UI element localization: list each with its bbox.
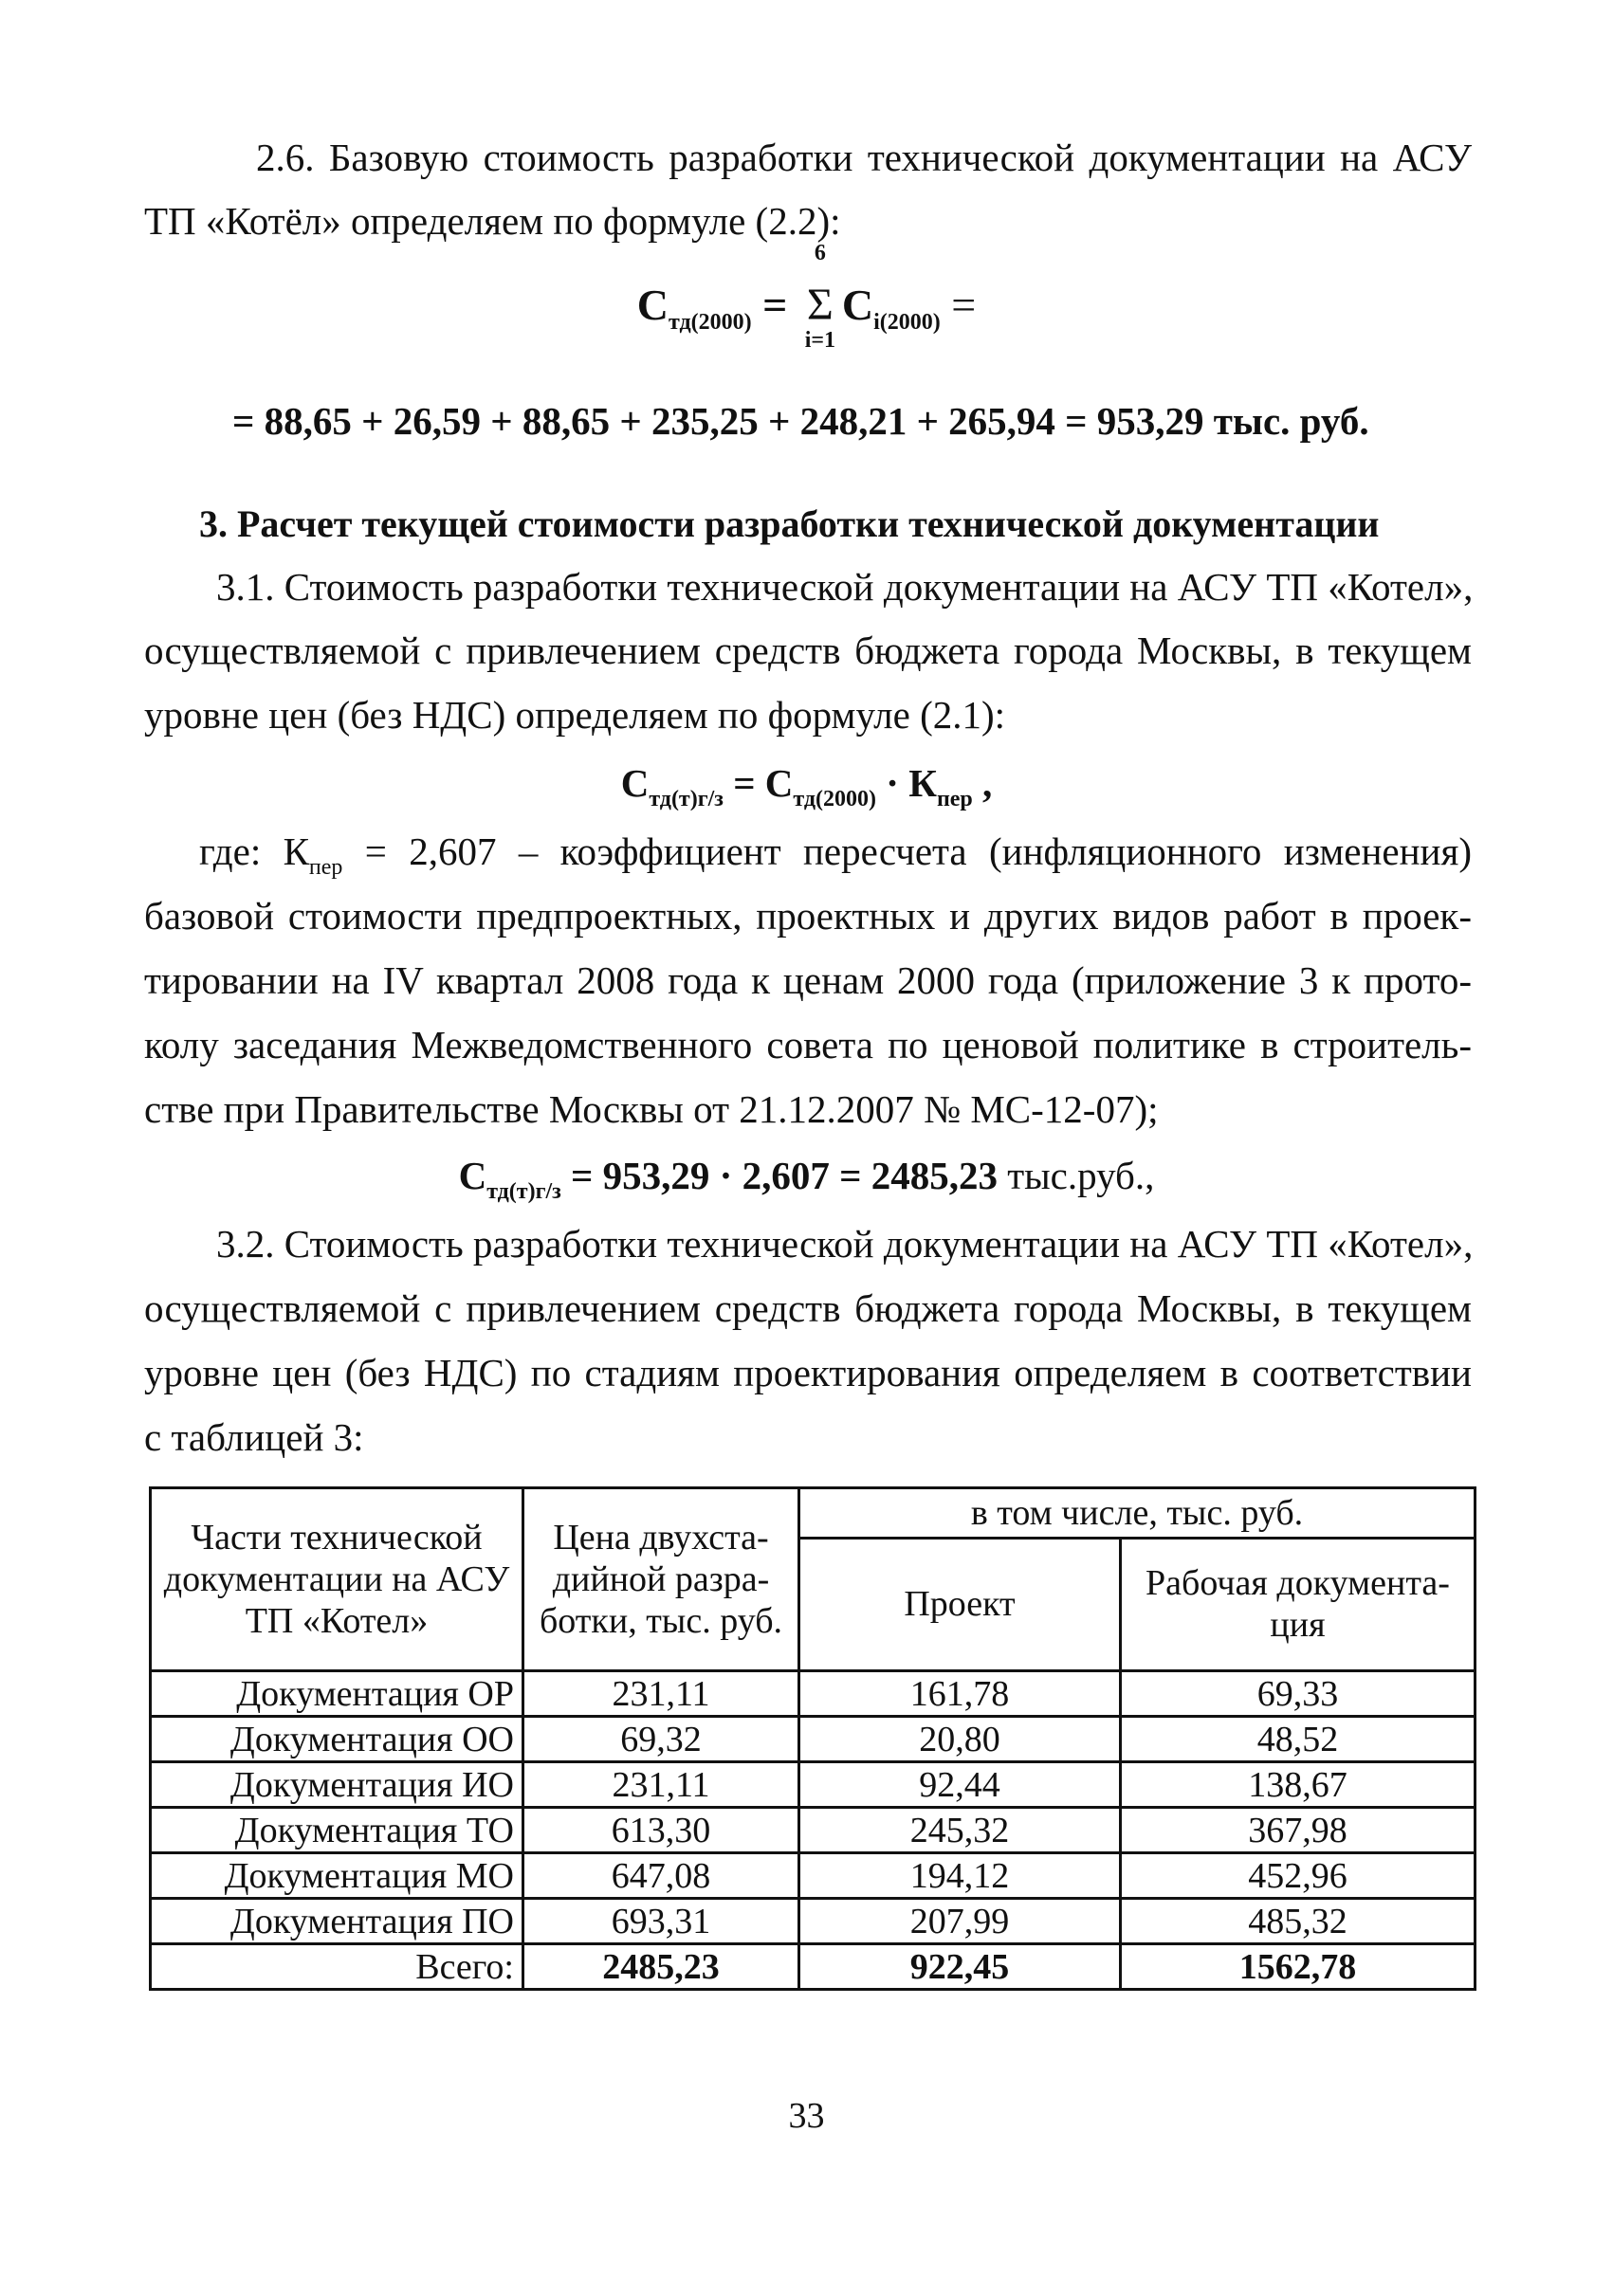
- sigma-lower-limit: i=1: [804, 327, 836, 353]
- total-project: 922,45: [799, 1944, 1121, 1990]
- row-price: 231,11: [523, 1671, 799, 1717]
- page-number: 33: [788, 2096, 825, 2136]
- row-price: 69,32: [523, 1717, 799, 1762]
- row-project: 20,80: [799, 1717, 1121, 1762]
- row-project: 207,99: [799, 1899, 1121, 1944]
- row-name: Документация ОО: [151, 1717, 523, 1762]
- paragraph-3-2-line4: с таблицей 3:: [144, 1415, 364, 1459]
- paragraph-3-2-line1: 3.2. Стоимость разработки технической документации на АСУ ТП «Котел»,: [216, 1222, 1474, 1266]
- formula-equals: =: [762, 280, 788, 329]
- table-header-parts: Части технической документации на АСУ ТП «Котел»: [151, 1488, 523, 1671]
- table-header-group: в том числе, тыс. руб.: [799, 1488, 1476, 1539]
- paragraph-2-6-line1: 2.6. Базовую стоимость разработки технической документации на АСУ: [256, 136, 1472, 179]
- table-row: [151, 1899, 1476, 1944]
- row-work: 69,33: [1121, 1671, 1476, 1717]
- row-work: 48,52: [1121, 1717, 1476, 1762]
- row-name: Документация ПО: [151, 1899, 523, 1944]
- row-project: 92,44: [799, 1762, 1121, 1808]
- where-line2: базовой стоимости предпроектных, проектных и других видов работ в проек-: [144, 894, 1472, 938]
- row-name: Документация МО: [151, 1853, 523, 1899]
- sigma-symbol: 6 Σ i=1: [800, 279, 840, 331]
- formula-2-2-result: = 88,65 + 26,59 + 88,65 + 235,25 + 248,21 + 265,94 = 953,29 тыс. руб.: [232, 399, 1369, 443]
- table-header-work-docs: Рабочая документа-ция: [1121, 1538, 1476, 1670]
- row-work: 452,96: [1121, 1853, 1476, 1899]
- row-work: 485,32: [1121, 1899, 1476, 1944]
- table-row: [151, 1717, 1476, 1762]
- table-row: [151, 1853, 1476, 1899]
- row-price: 613,30: [523, 1808, 799, 1853]
- paragraph-3-2-line3: уровне цен (без НДС) по стадиям проектирования определяем в соответствии: [144, 1351, 1472, 1394]
- paragraph-3-2-line2: осуществляемой с привлечением средств бюджета города Москвы, в текущем: [144, 1286, 1472, 1330]
- table-total-row: [151, 1944, 1476, 1990]
- formula-2-1: $С_{тд(т)г/з} = С_{тд(2000)} \cdot К_{пер}$ ,: [620, 761, 993, 811]
- where-line3: тировании на IV квартал 2008 года к ценам 2000 года (приложение 3 к прото-: [144, 958, 1472, 1002]
- row-price: 693,31: [523, 1899, 799, 1944]
- paragraph-2-6-line2: ТП «Котёл» определяем по формуле (2.2):: [144, 199, 841, 243]
- row-project: 161,78: [799, 1671, 1121, 1717]
- where-line4: колу заседания Межведомственного совета по ценовой политике в строитель-: [144, 1023, 1472, 1066]
- total-label: Всего:: [151, 1944, 523, 1990]
- cost-table: [149, 1486, 1476, 1991]
- table-header-price: Цена двухста-дийной разра-ботки, тыс. руб.: [523, 1488, 799, 1671]
- row-project: 245,32: [799, 1808, 1121, 1853]
- table-header-project: Проект: [799, 1538, 1121, 1670]
- where-line1: где: $К_{пер} = 2,607$ – коэффициент пересчета (инфляционного изменения): [199, 829, 1473, 880]
- where-line5: стве при Правительстве Москвы от 21.12.2007 № МС-12-07);: [144, 1087, 1159, 1131]
- paragraph-3-1-line2: осуществляемой с привлечением средств бюджета города Москвы, в текущем: [144, 629, 1472, 672]
- row-work: 138,67: [1121, 1762, 1476, 1808]
- table-row: [151, 1762, 1476, 1808]
- section-3-heading: 3. Расчет текущей стоимости разработки технической документации: [199, 502, 1380, 545]
- row-name: Документация ОР: [151, 1671, 523, 1717]
- formula-lhs: $С_{тд(2000)}$: [636, 280, 752, 335]
- formula-equals-2: =: [951, 280, 977, 329]
- row-work: 367,98: [1121, 1808, 1476, 1853]
- row-name: Документация ИО: [151, 1762, 523, 1808]
- formula-term: $С_{i(2000)}$: [841, 280, 941, 335]
- total-price: 2485,23: [523, 1944, 799, 1990]
- row-project: 194,12: [799, 1853, 1121, 1899]
- table-row: [151, 1671, 1476, 1717]
- total-work: 1562,78: [1121, 1944, 1476, 1990]
- paragraph-3-1-line1: 3.1. Стоимость разработки технической документации на АСУ ТП «Котел»,: [216, 565, 1474, 609]
- row-price: 647,08: [523, 1853, 799, 1899]
- paragraph-3-1-line3: уровне цен (без НДС) определяем по формуле (2.1):: [144, 693, 1006, 737]
- row-price: 231,11: [523, 1762, 799, 1808]
- table-row: [151, 1808, 1476, 1853]
- row-name: Документация ТО: [151, 1808, 523, 1853]
- formula-calculation: $С_{тд(т)г/з} = 953,29 \cdot 2,607 = 2485,23$ тыс.руб.,: [458, 1154, 1155, 1204]
- sigma-upper-limit: 6: [814, 240, 826, 265]
- formula-2-2: [0, 240, 1613, 379]
